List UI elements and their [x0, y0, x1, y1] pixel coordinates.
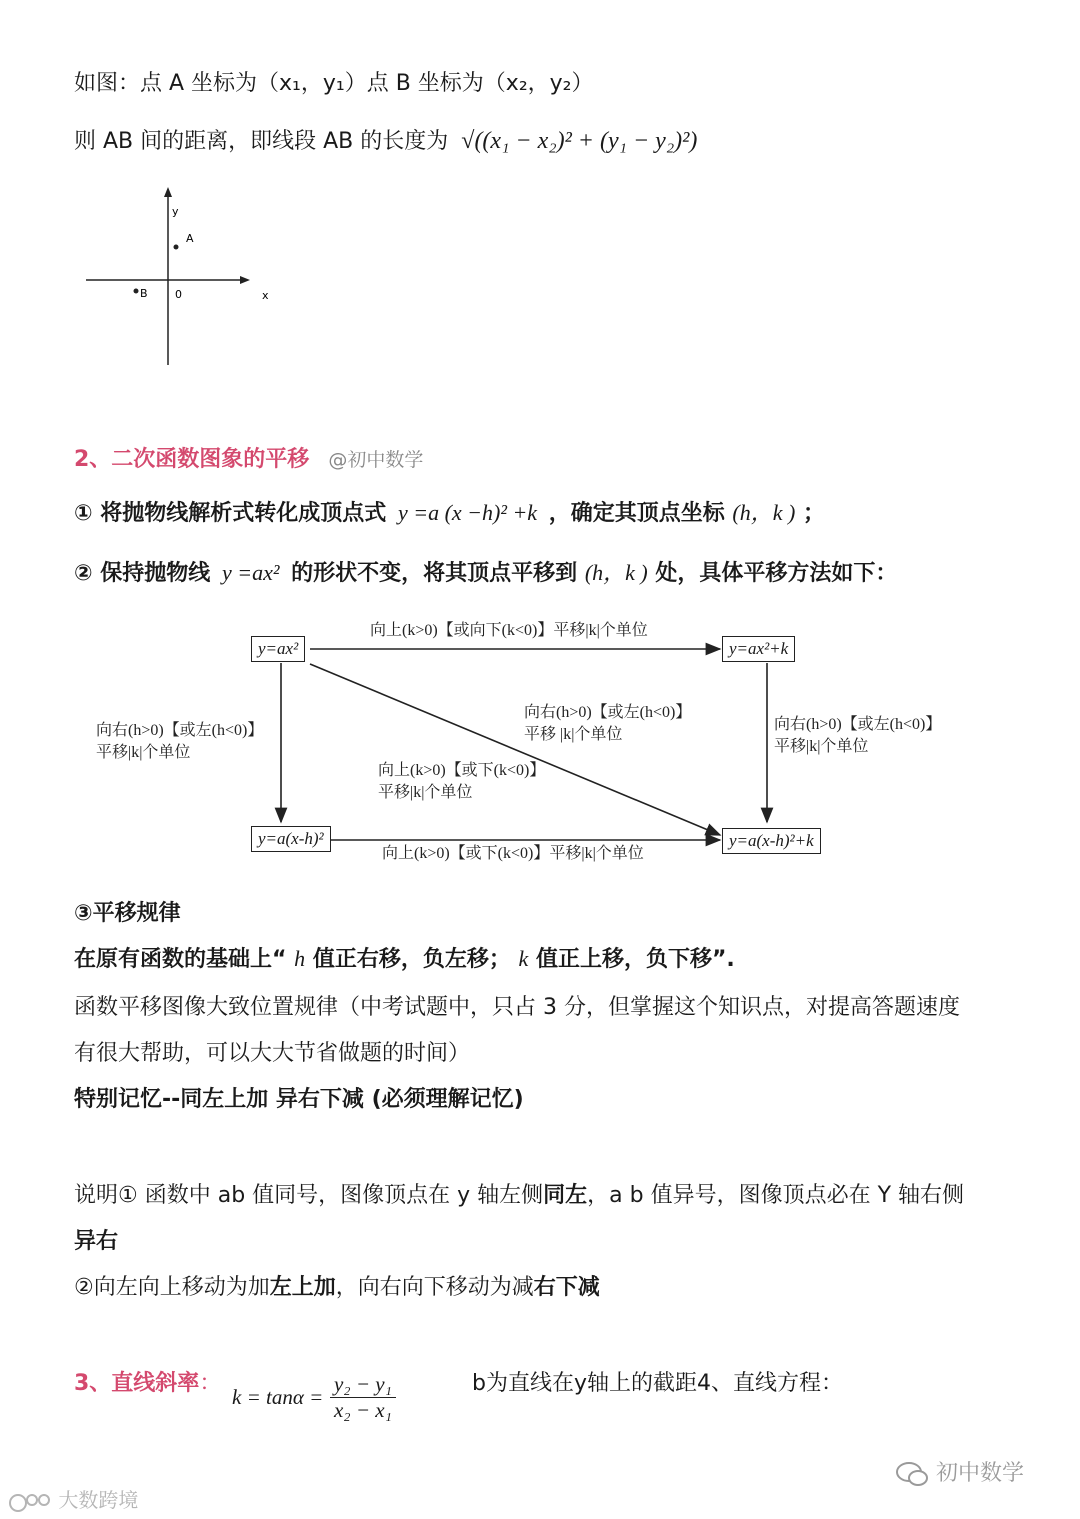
label-mid-line1: 向上(k>0)【或下(k<0)】 [378, 762, 546, 779]
corner-watermark [8, 1484, 138, 1514]
memory-tip: 特别记忆--同左上加 异右下减 (必须理解记忆) [74, 1087, 524, 1112]
point-a-label: A [186, 232, 194, 245]
rule-part-c: 值正上移，负下移”. [535, 947, 735, 972]
wechat-icon [895, 1461, 929, 1487]
label-diag-line1: 向右(h>0)【或左(h<0)】 [524, 704, 692, 721]
expl2-a: ②向左向上移动为加 [74, 1275, 270, 1300]
step1-vertex: (h，k ) [732, 500, 796, 525]
section2-title: 2、二次函数图象的平移 [74, 447, 310, 472]
step2-vertex: (h，k ) [584, 560, 648, 585]
watermark-text: 大数跨境 [58, 1488, 139, 1512]
origin-label: 0 [175, 288, 182, 301]
label-mid-line2: 平移|k|个单位 [378, 784, 473, 801]
note-line-1: 函数平移图像大致位置规律（中考试题中，只占 3 分，但掌握这个知识点，对提高答题速度 [74, 995, 960, 1020]
label-right-line2: 平移|k|个单位 [774, 738, 869, 755]
step1-text: ① 将抛物线解析式转化成顶点式 [74, 501, 387, 526]
box-parabola-shift-k: y=ax²+k [722, 636, 795, 662]
step2-formula: y =ax² [221, 560, 280, 585]
distance-text: 则 AB 间的距离，即线段 AB 的长度为 [74, 129, 449, 154]
rule-part-b: 值正右移，负左移； [312, 947, 511, 972]
note-line-2: 有很大帮助，可以大大节省做题的时间） [74, 1041, 471, 1066]
expl1-b: 同左 [543, 1183, 588, 1208]
step2-text: ② 保持抛物线 [74, 561, 211, 586]
slope-lhs: k = tanα = [232, 1385, 324, 1409]
slope-fraction [330, 1372, 396, 1423]
distance-formula: √((x₁ − x₂)² + (y₁ − y₂)²) [461, 128, 698, 154]
y-axis-label: y [172, 205, 179, 218]
rule-h: h [294, 946, 306, 971]
expl1-a: 说明① 函数中 ab 值同号，图像顶点在 y 轴左侧 [74, 1183, 544, 1208]
label-bottom-arrow: 向上(k>0)【或下(k<0)】平移|k|个单位 [382, 845, 644, 862]
translation-rule-line [74, 942, 735, 973]
point-b-label: B [140, 287, 148, 300]
label-top-arrow: 向上(k>0)【或向下(k<0)】平移|k|个单位 [370, 622, 648, 639]
slope-numerator: y₂ − y₁ [330, 1372, 396, 1398]
label-middle [378, 760, 545, 804]
author-handle: @初中数学 [328, 449, 424, 471]
label-left-line2: 平移|k|个单位 [96, 744, 191, 761]
arrow-diagonal [310, 664, 720, 835]
x-axis-label: x [262, 289, 269, 302]
label-left-arrow [96, 720, 263, 764]
intercept-text: b为直线在y轴上的截距4、直线方程： [472, 1371, 843, 1396]
slope-title: 3、直线斜率 [74, 1371, 200, 1396]
slope-formula [232, 1372, 396, 1423]
explanation-1 [74, 1178, 964, 1209]
expl1-c: ，a b 值异号，图像顶点必在 Y 轴右侧 [587, 1183, 965, 1208]
rule-part-a: 在原有函数的基础上“ [74, 947, 287, 972]
section3-heading [74, 1366, 221, 1397]
step1-formula: y =a (x −h)² +k [397, 500, 538, 525]
box-parabola-basic: y=ax² [251, 636, 305, 662]
step2-mid: 的形状不变，将其顶点平移到 [291, 561, 578, 586]
wechat-watermark [895, 1456, 1024, 1487]
label-right-arrow [774, 714, 941, 758]
wechat-account-name: 初中数学 [936, 1461, 1025, 1486]
rule-k: k [518, 946, 529, 971]
step1-end: ； [803, 501, 826, 526]
step2-suffix: 处，具体平移方法如下： [655, 561, 898, 586]
box-parabola-shift-h: y=a(x-h)² [251, 826, 331, 852]
label-left-line1: 向右(h>0)【或左(h<0)】 [96, 722, 264, 739]
expl2-d: 右下减 [533, 1275, 600, 1300]
box-parabola-vertex-form: y=a(x-h)²+k [722, 828, 821, 854]
label-right-line1: 向右(h>0)【或左(h<0)】 [774, 716, 942, 733]
expl2-b: 左上加 [269, 1275, 336, 1300]
expl1-d: 异右 [74, 1229, 119, 1254]
label-diag-line2: 平移 |k|个单位 [524, 726, 623, 743]
explanation-2 [74, 1270, 600, 1301]
point-coordinates-line: 如图：点 A 坐标为（x₁，y₁）点 B 坐标为（x₂，y₂） [74, 71, 594, 96]
step1-suffix: ，确定其顶点坐标 [548, 501, 725, 526]
label-diagonal-arrow [524, 702, 691, 746]
slope-colon: ： [199, 1371, 222, 1396]
watermark-logo-icon [8, 1490, 52, 1514]
translation-rule-title: ③平移规律 [74, 901, 181, 926]
expl2-c: ，向右向下移动为减 [335, 1275, 534, 1300]
slope-denominator: x₂ − x₁ [333, 1398, 392, 1422]
